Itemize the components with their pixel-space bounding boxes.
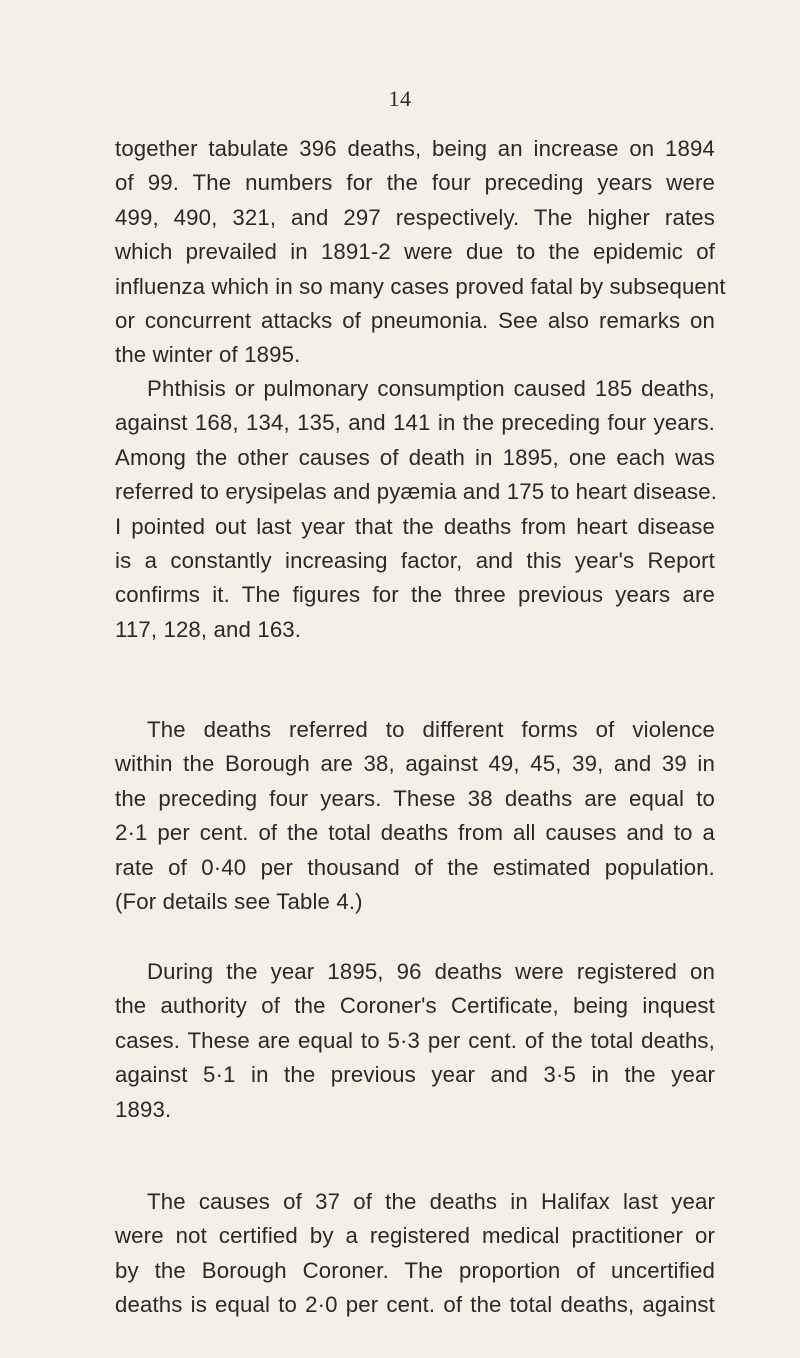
text-line: confirms it. The figures for the three previous years are [115, 582, 715, 608]
text-line: Among the other causes of death in 1895, one each was [115, 444, 715, 470]
text-line: were not certified by a registered medical practitioner or [115, 1223, 715, 1249]
text-line: influenza which in so many cases proved fatal by subsequent [115, 273, 726, 299]
paragraph-coroner [115, 955, 715, 1127]
text-line: 117, 128, and 163. [115, 616, 302, 642]
paragraph-violence [115, 713, 715, 919]
text-line: together tabulate 396 deaths, being an increase on 1894 [115, 136, 715, 161]
text-line: cases. These are equal to 5·3 per cent. of the total deaths, [115, 1027, 715, 1053]
text-line: During the year 1895, 96 deaths were registered on [147, 959, 715, 984]
text-line: or concurrent attacks of pneumonia. See also remarks on [115, 308, 715, 334]
text-line: the preceding four years. These 38 deaths are equal to [115, 785, 715, 811]
text-line: (For details see Table 4.) [115, 889, 363, 915]
page-number: 14 [388, 86, 412, 111]
paragraph-uncertified [115, 1185, 715, 1323]
text-line: within the Borough are 38, against 49, 45, 39, and 39 in [115, 751, 715, 777]
text-line: 1893. [115, 1096, 172, 1122]
text-line: against 5·1 in the previous year and 3·5 in the year [115, 1062, 715, 1088]
text-line: against 168, 134, 135, and 141 in the preceding four years. [115, 410, 715, 436]
text-line: of 99. The numbers for the four preceding years were [115, 170, 715, 196]
text-line: deaths is equal to 2·0 per cent. of the total deaths, against [115, 1292, 715, 1318]
text-line: is a constantly increasing factor, and this year's Report [115, 548, 715, 574]
text-line: Phthisis or pulmonary consumption caused 185 deaths, [147, 376, 715, 401]
text-line: by the Borough Coroner. The proportion of uncertified [115, 1257, 715, 1283]
text-line: 2·1 per cent. of the total deaths from all causes and to a [115, 820, 715, 846]
text-line: the winter of 1895. [115, 342, 301, 368]
text-line: rate of 0·40 per thousand of the estimated population. [115, 854, 715, 880]
text-line: The deaths referred to different forms of violence [147, 717, 715, 742]
paragraph-deaths-tabulated [115, 132, 726, 373]
text-line: the authority of the Coroner's Certificate, being inquest [115, 993, 715, 1019]
text-line: referred to erysipelas and pyæmia and 175 to heart disease. [115, 479, 718, 505]
paragraph-phthisis [115, 372, 718, 647]
text-line: 499, 490, 321, and 297 respectively. The higher rates [115, 204, 715, 230]
text-line: which prevailed in 1891-2 were due to the epidemic of [115, 239, 715, 265]
text-line: I pointed out last year that the deaths from heart disease [115, 513, 715, 539]
text-line: The causes of 37 of the deaths in Halifax last year [147, 1189, 715, 1214]
